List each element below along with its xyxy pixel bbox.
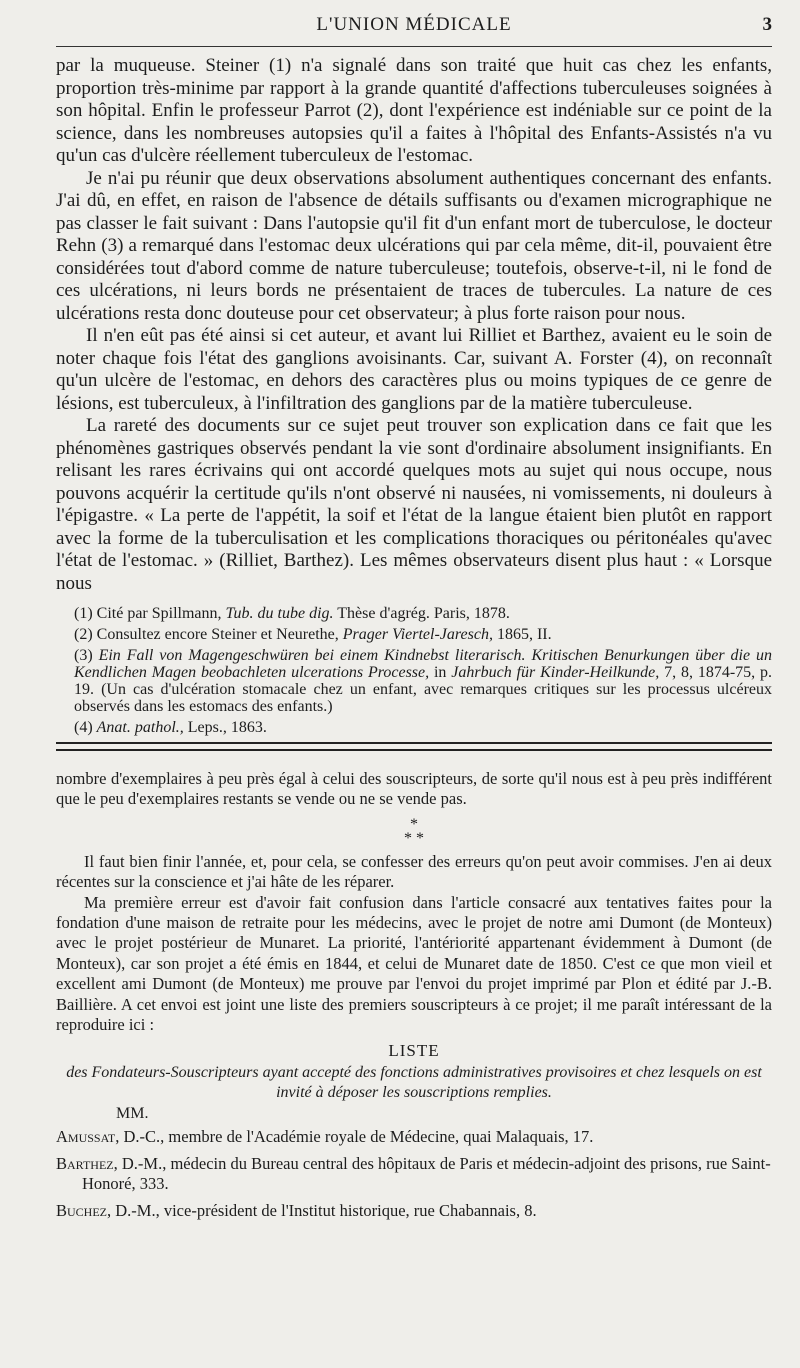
souscripteur-entry [56, 1154, 772, 1195]
section-divider [56, 742, 772, 751]
main-text [56, 55, 772, 595]
footnote-number: (1) [74, 605, 97, 622]
journal-title: L'UNION MÉDICALE [316, 14, 512, 35]
messieurs-label: MM. [116, 1105, 149, 1123]
liste-subtitle: des Fondateurs-Souscripteurs ayant accepté des fonctions administratives provisoires et chez lesquels on est invité à déposer les souscriptions remplies. [66, 1064, 762, 1102]
souscripteur-details: D.-M., médecin du Bureau central des hôpitaux de Paris et médecin-adjoint des prisons, rue Saint-Honoré, 333. [82, 1153, 771, 1194]
footnote-text: 1865, II. [492, 626, 552, 643]
souscripteur-name: Buchez, [56, 1200, 112, 1220]
star-bottom: * * [404, 829, 424, 847]
souscripteurs-list [56, 1127, 772, 1221]
footnote [56, 605, 772, 622]
paragraph: Il faut bien finir l'année, et, pour cela, se confesser des erreurs qu'on peut avoir commises. J'en ai deux récentes sur la conscience et j'ai hâte de les réparer. [56, 851, 772, 892]
footnote-text: Ein Fall von Magengeschwüren bei einem Kindnebst literarisch. Kritischen Benurkungen über die un Kendlichen Magen beobachleten ulcerations Processe, [74, 647, 772, 681]
star-top: * [410, 815, 418, 833]
page-header [56, 6, 772, 36]
souscripteur-details: D.-C., membre de l'Académie royale de Médecine, quai Malaquais, 17. [119, 1127, 594, 1147]
footnote-text: Anat. pathol., [96, 719, 184, 736]
souscripteur-name: Barthez, [56, 1153, 118, 1173]
paragraph: par la muqueuse. Steiner (1) n'a signalé dans son traité que huit cas chez les enfants, proportion très-minime par rapport à la grande quantité d'affections tuberculeuses soignées à son hôpital. Enfin le professeur Parrot (2), dont l'expérience est indéniable sur ce point de la science, dans les nombreuses autopsies qu'il a faites à l'hôpital des Enfants-Assistés n'a vu qu'un cas d'ulcère réellement tuberculeux de l'estomac. [56, 55, 772, 166]
footnote [56, 719, 772, 736]
footnote-text: Prager Viertel-Jaresch, [342, 626, 493, 643]
liste-title: LISTE [388, 1041, 440, 1061]
paragraph: Ma première erreur est d'avoir fait confusion dans l'article consacré aux tentatives faites pour la fondation d'une maison de retraite pour les médecins, avec le projet de notre ami Dumont (de Monteux) avec le projet postérieur de Munaret. La priorité, l'antériorité appartenant évidemment à Dumont (de Monteux), car son projet a été émis en 1844, et celui de Munaret date de 1850. C'est ce que mon vieil et excellent ami Dumont (de Monteux) me prouve par l'envoi du projet imprimé par Plon et édité par J.-B. Baillière. A cet envoi est joint une liste des premiers souscripteurs à ce projet; il me paraît intéressant de la reproduire ici : [56, 892, 772, 1035]
footnote-number: (3) [74, 647, 99, 664]
section-stars [56, 815, 772, 847]
souscripteur-entry [56, 1201, 772, 1221]
paragraph: nombre d'exemplaires à peu près égal à celui des souscripteurs, de sorte qu'il nous est à peu près indifférent que le peu d'exemplaires restants se vende ou ne se vende pas. [56, 769, 772, 809]
footnote [56, 647, 772, 715]
souscripteur-name: Amussat, [56, 1127, 120, 1147]
paragraph: Je n'ai pu réunir que deux observations absolument authentiques concernant des enfants. J'ai dû, en effet, en raison de l'absence de détails suffisants ou d'examen micrographique ne pas classer le fait suivant : Dans l'autopsie qu'il fit d'un enfant mort de tuberculose, le docteur Rehn (3) a remarqué dans l'estomac deux ulcérations qui par cela même, dit-il, pouvaient être considérées tout d'abord comme de nature tuberculeuse; toutefois, observe-t-il, ni le fond de ces ulcérations, ni leurs bords ne présentaient de traces de tubercules. La nature de ces ulcérations resta donc douteuse pour cet observateur; à plus forte raison pour nous. [56, 167, 772, 324]
footnote-text: in [429, 664, 452, 681]
paragraph: La rareté des documents sur ce sujet peut trouver son explication dans ce fait que les phénomènes gastriques observés pendant la vie sont d'ordinaire absolument insignifiants. En relisant les rares écrivains qui ont accordé quelques mots au sujet qui nous occupe, nous pouvons acquérir la certitude qu'ils n'ont observé ni nausées, ni vomissements, ni douleurs à l'épigastre. « La perte de l'appétit, la soif et l'état de la langue étaient bien plutôt en rapport avec la forme de la tuberculisation et les complications thoraciques ou péritonéales qu'avec l'état de l'estomac. » (Rilliet, Barthez). Les mêmes observateurs disent plus haut : « Lorsque nous [56, 415, 772, 594]
footnote-text: Jahrbuch für Kinder-Heilkunde, [451, 664, 660, 681]
footnote-text: 7, 8, 1874-75, p. 19. (Un cas d'ulcération stomacale chez un enfant, avec remarques critiques sur les processus ulcéreux observés dans les estomacs des enfants.) [74, 664, 772, 715]
footnote-text: Thèse d'agrég. Paris, 1878. [333, 605, 510, 622]
page-number: 3 [762, 14, 772, 35]
feuilleton-text [56, 769, 772, 810]
header-rule [56, 46, 772, 47]
footnotes [56, 605, 772, 736]
footnote [56, 626, 772, 643]
footnote-text: Leps., 1863. [183, 719, 267, 736]
paragraph: Il n'en eût pas été ainsi si cet auteur, et avant lui Rilliet et Barthez, avaient eu le soin de noter chaque fois l'état des ganglions avoisinants. Car, suivant A. Forster (4), on reconnaît qu'un ulcère de l'estomac, en dehors des caractères plus ou moins typiques de ce genre de lésions, est tuberculeux, à l'infiltration des ganglions par de la matière tuberculeuse. [56, 325, 772, 414]
footnote-text: Cité par Spillmann, [96, 605, 226, 622]
footnote-number: (2) [74, 626, 97, 643]
souscripteur-details: D.-M., vice-président de l'Institut historique, rue Chabannais, 8. [111, 1200, 537, 1220]
feuilleton-text-b [56, 852, 772, 1036]
souscripteur-entry [56, 1127, 772, 1147]
footnote-number: (4) [74, 719, 97, 736]
footnote-text: Consultez encore Steiner et Neurethe, [96, 626, 343, 643]
footnote-text: Tub. du tube dig. [225, 605, 334, 622]
